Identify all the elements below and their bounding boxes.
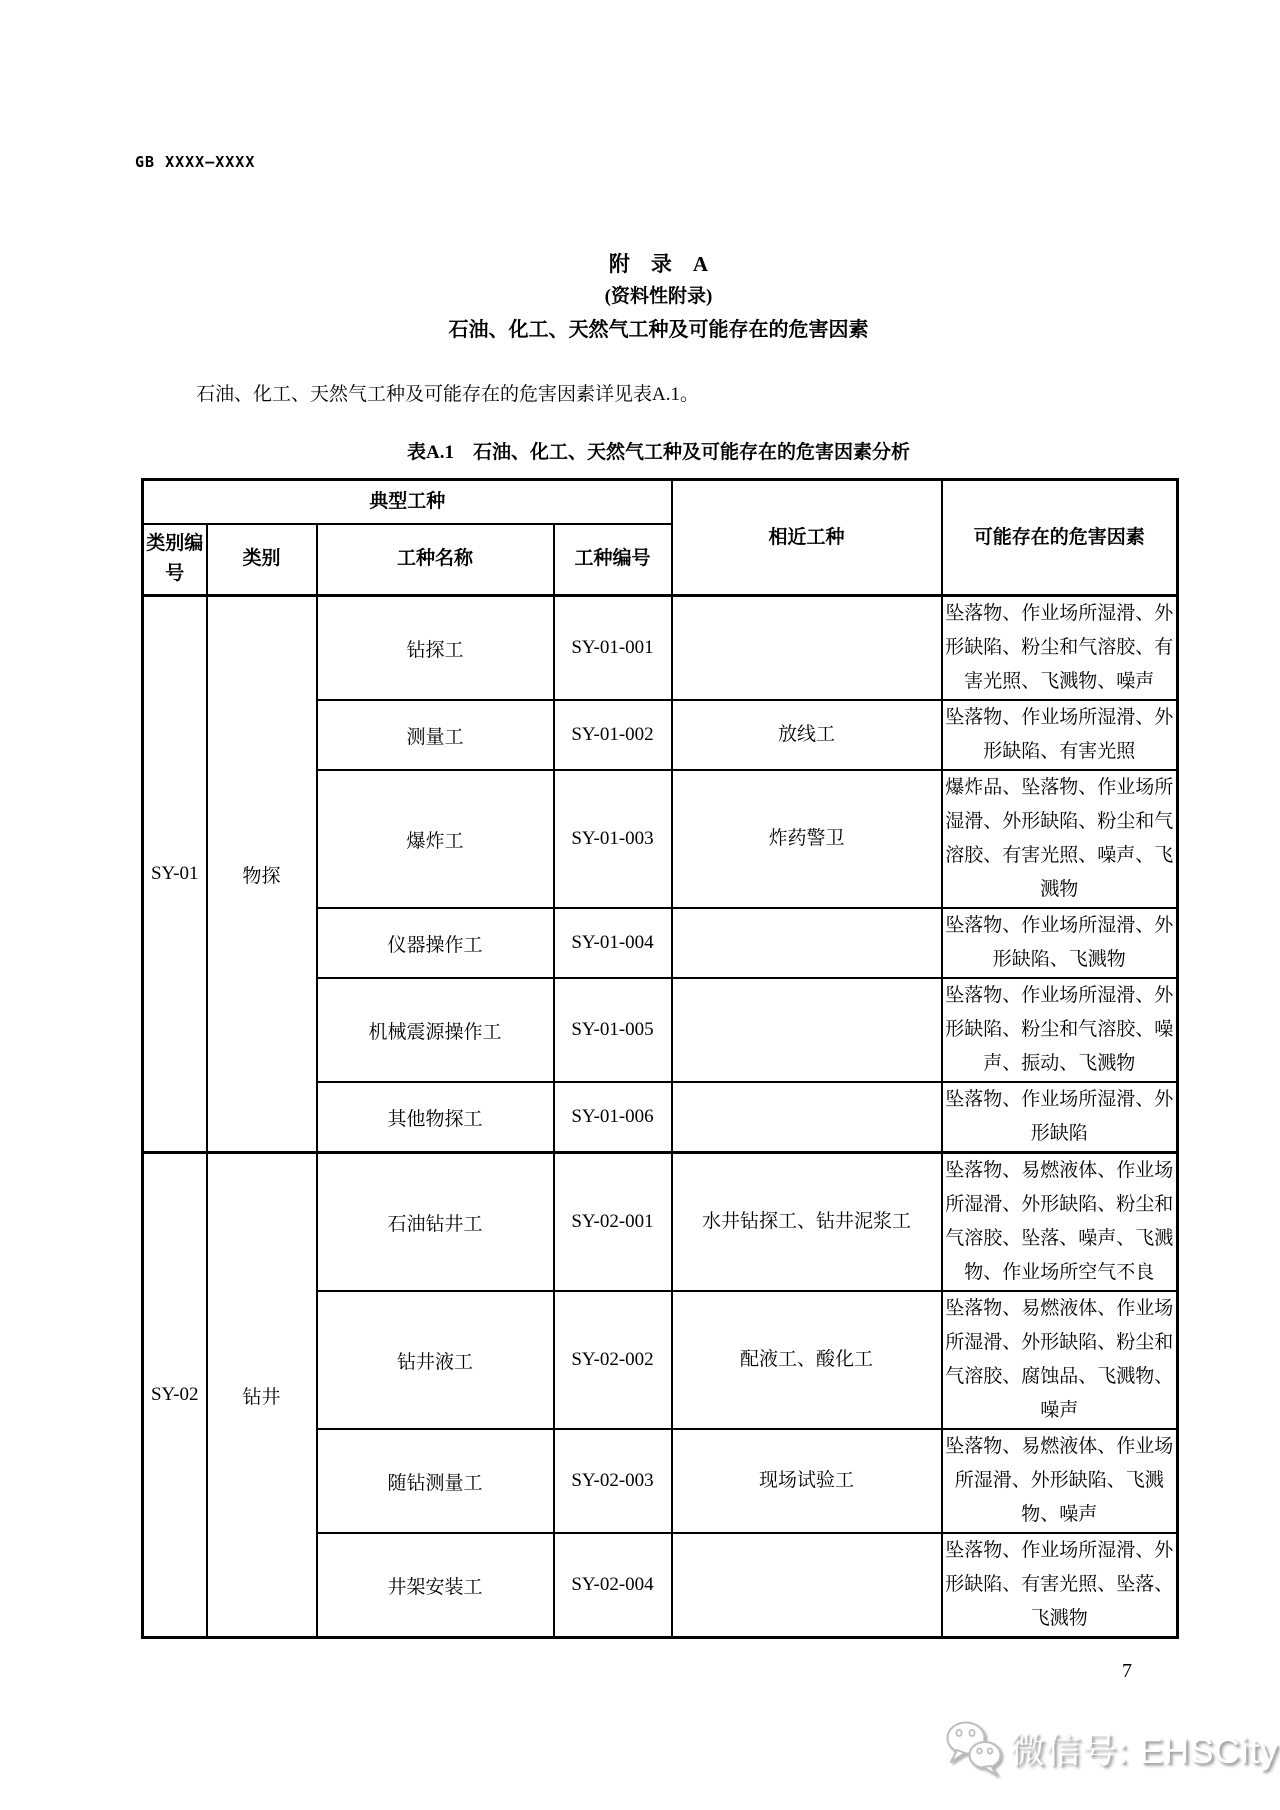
header-category: 类别 [207, 524, 317, 596]
table-row [143, 1153, 1178, 1292]
similar-cell [672, 1533, 942, 1638]
job-name-cell: 钻井液工 [317, 1291, 554, 1429]
similar-cell: 现场试验工 [672, 1429, 942, 1533]
similar-cell: 炸药警卫 [672, 770, 942, 908]
similar-cell [672, 978, 942, 1082]
hazards-cell: 爆炸品、坠落物、作业场所湿滑、外形缺陷、粉尘和气溶胶、有害光照、噪声、飞溅物 [942, 770, 1178, 908]
hazards-cell: 坠落物、作业场所湿滑、外形缺陷、飞溅物 [942, 908, 1178, 978]
category-cell: 物探 [207, 596, 317, 1153]
similar-cell [672, 596, 942, 701]
header-job-code: 工种编号 [554, 524, 672, 596]
header-group-row [143, 480, 1178, 524]
job-code-cell: SY-01-004 [554, 908, 672, 978]
hazards-cell: 坠落物、易燃液体、作业场所湿滑、外形缺陷、粉尘和气溶胶、腐蚀品、飞溅物、噪声 [942, 1291, 1178, 1429]
job-code-cell: SY-02-001 [554, 1153, 672, 1292]
header-job-name: 工种名称 [317, 524, 554, 596]
category-code-cell: SY-01 [143, 596, 207, 1153]
header-similar-jobs: 相近工种 [672, 480, 942, 596]
job-name-cell: 测量工 [317, 700, 554, 770]
footer-brand [944, 1720, 1279, 1778]
wechat-icon [944, 1720, 1006, 1778]
appendix-title-block [141, 252, 1176, 342]
header-typical-jobs: 典型工种 [143, 480, 672, 524]
hazards-cell: 坠落物、易燃液体、作业场所湿滑、外形缺陷、飞溅物、噪声 [942, 1429, 1178, 1533]
job-code-cell: SY-02-003 [554, 1429, 672, 1533]
appendix-subtitle: (资料性附录) [604, 286, 713, 307]
hazards-cell: 坠落物、易燃液体、作业场所湿滑、外形缺陷、粉尘和气溶胶、坠落、噪声、飞溅物、作业场所空气不良 [942, 1153, 1178, 1292]
job-name-cell: 钻探工 [317, 596, 554, 701]
job-name-cell: 其他物探工 [317, 1082, 554, 1153]
category-cell: 钻井 [207, 1153, 317, 1638]
job-code-cell: SY-01-001 [554, 596, 672, 701]
job-name-cell: 仪器操作工 [317, 908, 554, 978]
standard-code: GB XXXX—XXXX [135, 153, 256, 171]
job-name-cell: 爆炸工 [317, 770, 554, 908]
job-code-cell: SY-02-002 [554, 1291, 672, 1429]
hazards-cell: 坠落物、作业场所湿滑、外形缺陷 [942, 1082, 1178, 1153]
hazards-cell: 坠落物、作业场所湿滑、外形缺陷、粉尘和气溶胶、有害光照、飞溅物、噪声 [942, 596, 1178, 701]
similar-cell: 配液工、酸化工 [672, 1291, 942, 1429]
table-caption: 表A.1 石油、化工、天然气工种及可能存在的危害因素分析 [407, 442, 910, 463]
hazards-table [141, 478, 1179, 1639]
similar-cell: 放线工 [672, 700, 942, 770]
job-code-cell: SY-02-004 [554, 1533, 672, 1638]
header-hazards: 可能存在的危害因素 [942, 480, 1178, 596]
hazards-cell: 坠落物、作业场所湿滑、外形缺陷、有害光照 [942, 700, 1178, 770]
job-name-cell: 随钻测量工 [317, 1429, 554, 1533]
job-code-cell: SY-01-005 [554, 978, 672, 1082]
job-code-cell: SY-01-006 [554, 1082, 672, 1153]
hazards-cell: 坠落物、作业场所湿滑、外形缺陷、粉尘和气溶胶、噪声、振动、飞溅物 [942, 978, 1178, 1082]
appendix-heading: 石油、化工、天然气工种及可能存在的危害因素 [448, 319, 869, 341]
job-code-cell: SY-01-002 [554, 700, 672, 770]
job-name-cell: 石油钻井工 [317, 1153, 554, 1292]
job-code-cell: SY-01-003 [554, 770, 672, 908]
job-name-cell: 机械震源操作工 [317, 978, 554, 1082]
job-name-cell: 井架安装工 [317, 1533, 554, 1638]
hazards-cell: 坠落物、作业场所湿滑、外形缺陷、有害光照、坠落、飞溅物 [942, 1533, 1178, 1638]
similar-cell [672, 1082, 942, 1153]
header-category-code: 类别编号 [143, 524, 207, 596]
category-code-cell: SY-02 [143, 1153, 207, 1638]
footer-brand-text: 微信号: EHSCity [1010, 1732, 1279, 1771]
table-row [143, 596, 1178, 701]
intro-paragraph: 石油、化工、天然气工种及可能存在的危害因素详见表A.1。 [196, 384, 699, 405]
similar-cell: 水井钻探工、钻井泥浆工 [672, 1153, 942, 1292]
appendix-title: 附 录 A [608, 252, 709, 276]
similar-cell [672, 908, 942, 978]
page-number: 7 [1122, 1660, 1132, 1682]
